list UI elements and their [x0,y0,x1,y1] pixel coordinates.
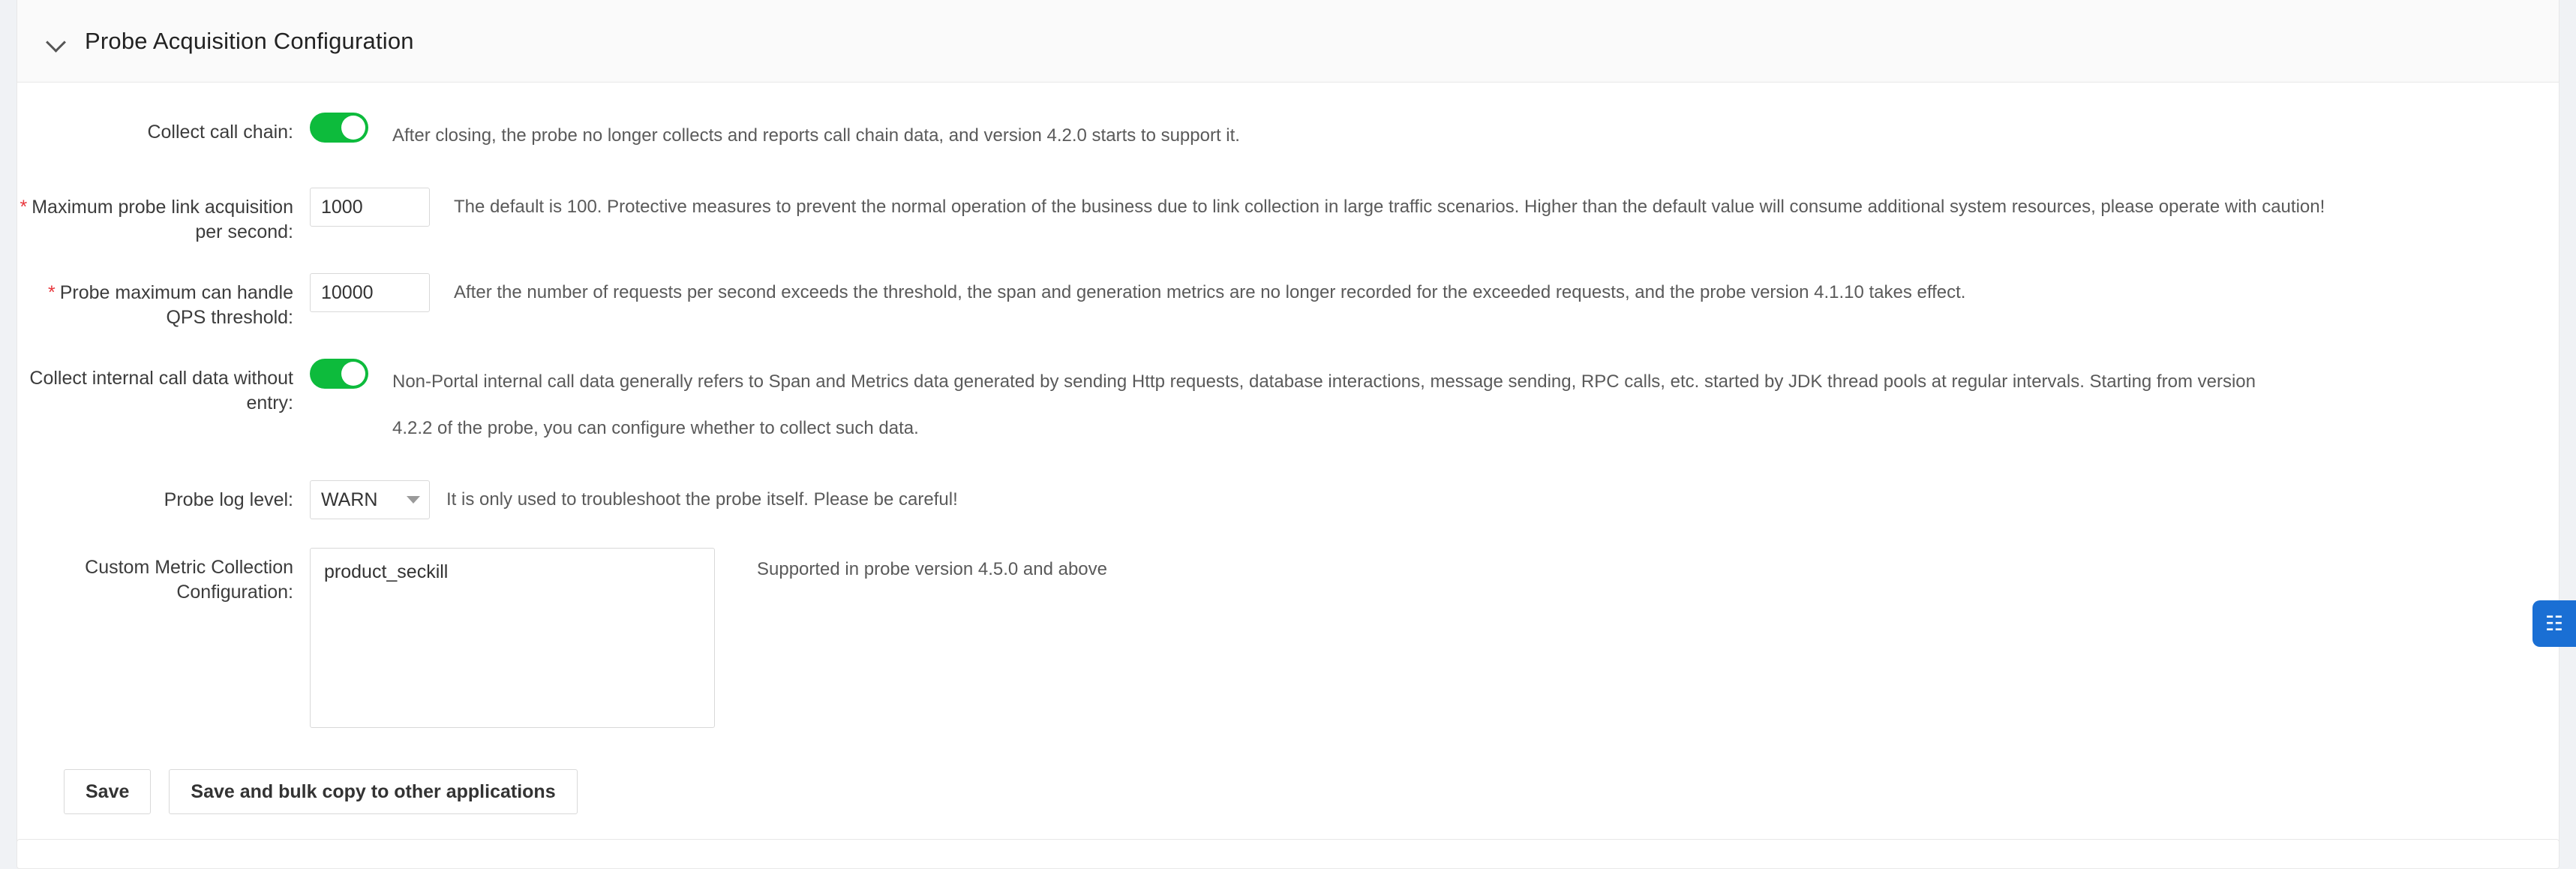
required-marker: * [47,282,56,303]
hint-collect-internal: Non-Portal internal call data generally refers to Span and Metrics data generated by sending Http requests, database interactions, message sending, RPC calls, etc. started by JDK thread pools at regular intervals. Starting from version 4.2.2 of the probe, you can configure whether to collect such data. [392,371,2256,438]
bottom-panel-strip [17,839,2559,869]
label-text: Probe maximum can handle QPS threshold: [59,282,293,328]
custom-metric-textarea[interactable] [310,548,715,728]
form-row-log-level [17,480,2559,519]
save-bulk-copy-button[interactable]: Save and bulk copy to other applications [169,769,577,814]
collect-call-chain-control [310,113,368,143]
log-level-value: WARN [321,489,378,510]
max-qps-control [310,273,430,312]
feedback-glyph: ☷ [2544,612,2564,635]
form-row-collect-call-chain [17,113,2559,159]
hint-max-qps: After the number of requests per second exceeds the threshold, the span and generation metrics are no longer recorded for the exceeded requests, and the probe version 4.1.10 takes effect. [454,282,1966,302]
hint-max-probe-link: The default is 100. Protective measures to prevent the normal operation of the business due to link collection in large traffic scenarios. Higher than the default value will consume additional system resources, please operate with caution! [454,197,2325,217]
form-row-collect-internal [17,359,2559,452]
save-button[interactable]: Save [64,769,151,814]
label-max-probe-link [17,188,310,245]
collect-internal-toggle[interactable] [310,359,368,389]
feedback-icon[interactable] [2532,600,2576,647]
form-row-max-probe-link [17,188,2559,245]
custom-metric-control [310,548,715,733]
hint-log-level: It is only used to troubleshoot the probe itself. Please be careful! [446,489,958,510]
log-level-select[interactable] [310,480,430,519]
hint-collect-call-chain: After closing, the probe no longer collects and reports call chain data, and version 4.2.0 starts to support it. [392,125,1240,146]
label-collect-internal: Collect internal call data without entry: [29,368,293,413]
toggle-knob [341,362,365,386]
log-level-control [310,480,430,519]
panel-header[interactable] [17,0,2559,83]
label-max-qps [17,273,310,330]
label-custom-metric: Custom Metric Collection Configuration: [85,557,293,603]
max-probe-link-input[interactable] [310,188,430,227]
page-title: Probe Acquisition Configuration [85,27,414,54]
collect-internal-control [310,359,368,389]
form-row-max-qps [17,273,2559,330]
chevron-down-icon[interactable] [46,30,68,53]
probe-config-form [17,83,2559,853]
form-row-custom-metric [17,548,2559,733]
label-collect-call-chain: Collect call chain: [147,122,293,143]
collect-call-chain-toggle[interactable] [310,113,368,143]
label-text: Maximum probe link acquisition per second: [32,197,293,242]
hint-custom-metric: Supported in probe version 4.5.0 and above [757,559,1108,579]
chevron-down-icon[interactable] [407,496,420,504]
label-log-level: Probe log level: [164,489,293,510]
probe-acquisition-panel [17,0,2559,854]
required-marker: * [20,197,28,218]
max-probe-link-control [310,188,430,227]
toggle-knob [341,116,365,140]
max-qps-input[interactable] [310,273,430,312]
